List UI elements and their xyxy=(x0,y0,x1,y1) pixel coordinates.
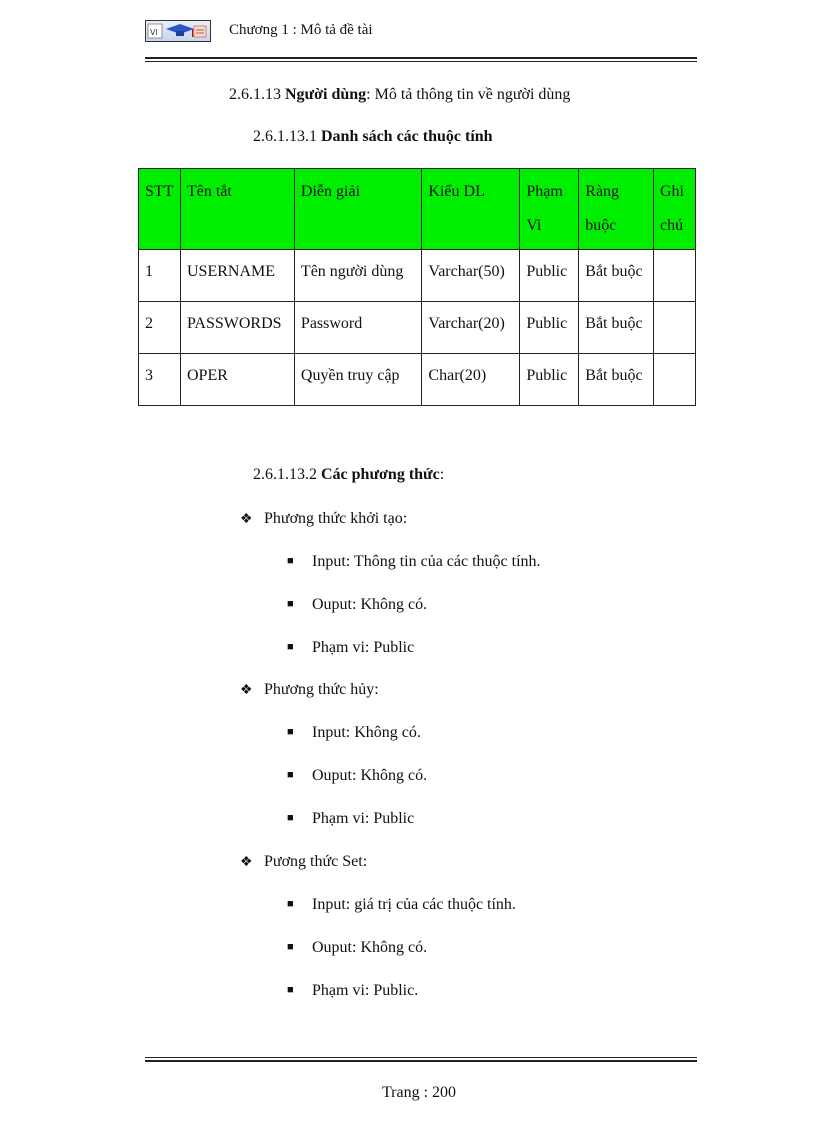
column-header: Ghi chú xyxy=(654,169,696,250)
table-cell: Bắt buộc xyxy=(579,250,654,302)
column-header: STT xyxy=(139,169,181,250)
section-number: 2.6.1.13 xyxy=(229,86,281,103)
square-bullet-icon: ■ xyxy=(287,598,294,610)
table-cell: Varchar(20) xyxy=(422,302,520,354)
method-detail: Phạm vi: Public. xyxy=(312,982,419,999)
attributes-heading xyxy=(253,128,493,146)
header-rule-thin xyxy=(145,61,697,62)
list-item xyxy=(287,767,427,785)
square-bullet-icon: ■ xyxy=(287,898,294,910)
table-row xyxy=(139,354,696,406)
list-item xyxy=(287,982,418,1000)
column-header: Phạm Vi xyxy=(520,169,579,250)
diamond-bullet-icon: ❖ xyxy=(240,512,253,527)
column-header: Tên tắt xyxy=(180,169,294,250)
method-detail: Phạm vi: Public xyxy=(312,810,415,827)
table-header-row xyxy=(139,169,696,250)
method-detail: Input: giá trị của các thuộc tính. xyxy=(312,896,516,913)
page-footer xyxy=(0,1084,816,1102)
section-heading xyxy=(229,86,570,104)
section-title: Người dùng xyxy=(285,86,367,103)
table-cell: Tên người dùng xyxy=(294,250,422,302)
table-cell: Char(20) xyxy=(422,354,520,406)
square-bullet-icon: ■ xyxy=(287,812,294,824)
table-cell: Varchar(50) xyxy=(422,250,520,302)
svg-text:VI: VI xyxy=(150,28,158,37)
square-bullet-icon: ■ xyxy=(287,726,294,738)
attributes-number: 2.6.1.13.1 xyxy=(253,128,317,145)
list-item xyxy=(287,596,427,614)
method-detail: Input: Không có. xyxy=(312,724,421,741)
diamond-bullet-icon: ❖ xyxy=(240,855,253,870)
method-detail: Ouput: Không có. xyxy=(312,596,428,613)
section-description: : Mô tả thông tin về người dùng xyxy=(366,86,571,103)
header-rule xyxy=(145,57,697,59)
diamond-bullet-icon: ❖ xyxy=(240,683,253,698)
table-row xyxy=(139,302,696,354)
footer-rule xyxy=(145,1060,697,1062)
table-cell: Quyền truy cập xyxy=(294,354,422,406)
table-cell: 1 xyxy=(139,250,181,302)
square-bullet-icon: ■ xyxy=(287,769,294,781)
list-item xyxy=(240,853,367,871)
attributes-title: Danh sách các thuộc tính xyxy=(321,128,493,145)
table-cell xyxy=(654,250,696,302)
table-cell: Public xyxy=(520,354,579,406)
table-cell: Bắt buộc xyxy=(579,354,654,406)
list-item xyxy=(287,896,516,914)
method-detail: Input: Thông tin của các thuộc tính. xyxy=(312,553,541,570)
table-cell: OPER xyxy=(180,354,294,406)
table-cell: Public xyxy=(520,250,579,302)
list-item xyxy=(240,681,379,699)
method-name: Pương thức Set: xyxy=(264,853,368,870)
list-item xyxy=(287,724,421,742)
column-header: Ràng buộc xyxy=(579,169,654,250)
methods-heading xyxy=(253,466,444,484)
method-detail: Ouput: Không có. xyxy=(312,939,428,956)
square-bullet-icon: ■ xyxy=(287,984,294,996)
square-bullet-icon: ■ xyxy=(287,641,294,653)
table-cell: 2 xyxy=(139,302,181,354)
table-cell: USERNAME xyxy=(180,250,294,302)
logo xyxy=(145,20,211,42)
table-cell: PASSWORDS xyxy=(180,302,294,354)
method-detail: Phạm vi: Public xyxy=(312,639,415,656)
page-header xyxy=(145,20,697,46)
chapter-title: Chương 1 : Mô tả đề tài xyxy=(229,22,373,38)
methods-title: Các phương thức xyxy=(321,466,440,483)
page-number: Trang : 200 xyxy=(381,1084,457,1101)
square-bullet-icon: ■ xyxy=(287,555,294,567)
table-cell: Password xyxy=(294,302,422,354)
methods-suffix: : xyxy=(439,466,445,483)
list-item xyxy=(287,639,414,657)
graduation-cap-icon xyxy=(146,21,210,41)
table-cell: Bắt buộc xyxy=(579,302,654,354)
table-cell xyxy=(654,302,696,354)
methods-number: 2.6.1.13.2 xyxy=(253,466,317,483)
table-row xyxy=(139,250,696,302)
attributes-table xyxy=(138,168,696,406)
list-item xyxy=(287,939,427,957)
list-item xyxy=(287,810,414,828)
square-bullet-icon: ■ xyxy=(287,941,294,953)
column-header: Diễn giải xyxy=(294,169,422,250)
column-header: Kiểu DL xyxy=(422,169,520,250)
list-item xyxy=(287,553,541,571)
table-cell xyxy=(654,354,696,406)
method-detail: Ouput: Không có. xyxy=(312,767,428,784)
footer-rule-thin xyxy=(145,1057,697,1058)
method-name: Phương thức hủy: xyxy=(264,681,379,698)
method-name: Phương thức khởi tạo: xyxy=(264,510,408,527)
list-item xyxy=(240,510,407,528)
table-cell: 3 xyxy=(139,354,181,406)
table-cell: Public xyxy=(520,302,579,354)
